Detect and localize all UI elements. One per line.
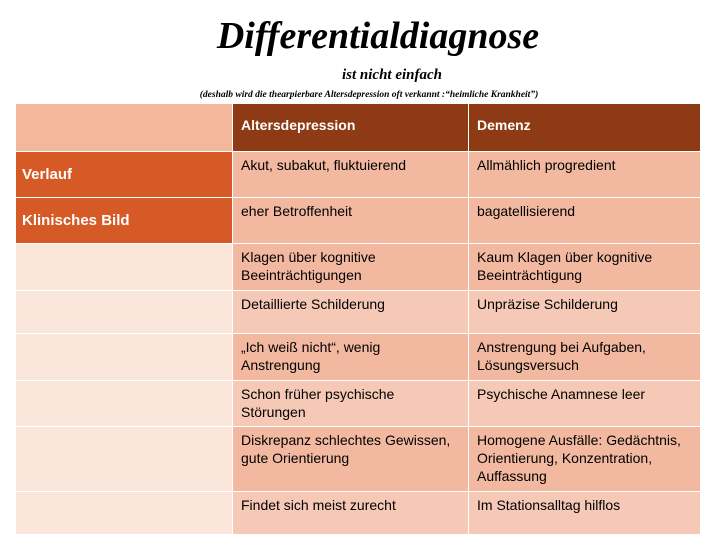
table-row (16, 381, 701, 427)
row-label (16, 334, 233, 381)
row-label (16, 381, 233, 427)
depression-cell: eher Betroffenheit (233, 198, 469, 244)
header-demenz: Demenz (469, 104, 701, 152)
table-row (16, 291, 701, 334)
depression-cell: Diskrepanz schlechtes Gewissen, gute Orientierung (233, 427, 469, 492)
depression-cell: Schon früher psychische Störungen (233, 381, 469, 427)
depression-cell: „Ich weiß nicht“, wenig Anstrengung (233, 334, 469, 381)
table-row (16, 334, 701, 381)
slide-note: (deshalb wird die thearpierbare Altersdepression oft verkannt :“heimliche Krankheit”) (199, 90, 539, 100)
header-altersdepression: Altersdepression (233, 104, 469, 152)
depression-cell: Akut, subakut, fluktuierend (233, 152, 469, 198)
table-row (16, 152, 701, 198)
demenz-cell: Homogene Ausfälle: Gedächtnis, Orientierung, Konzentration, Auffassung (469, 427, 701, 492)
row-label: Verlauf (16, 152, 233, 198)
table-row (16, 427, 701, 492)
demenz-cell: Anstrengung bei Aufgaben, Lösungsversuch (469, 334, 701, 381)
depression-cell: Findet sich meist zurecht (233, 492, 469, 535)
slide-subtitle: ist nicht einfach (341, 67, 442, 83)
demenz-cell: Allmählich progredient (469, 152, 701, 198)
demenz-cell: Unpräzise Schilderung (469, 291, 701, 334)
table-row (16, 492, 701, 535)
demenz-cell: Psychische Anamnese leer (469, 381, 701, 427)
row-label (16, 492, 233, 535)
row-label (16, 427, 233, 492)
depression-cell: Klagen über kognitive Beeinträchtigungen (233, 244, 469, 291)
comparison-table (15, 103, 701, 535)
table-row (16, 198, 701, 244)
header-empty-cell (16, 104, 233, 152)
slide-title: Differentialdiagnose (216, 15, 540, 57)
demenz-cell: Kaum Klagen über kognitive Beeinträchtigung (469, 244, 701, 291)
table-row (16, 244, 701, 291)
depression-cell: Detaillierte Schilderung (233, 291, 469, 334)
row-label (16, 291, 233, 334)
row-label: Klinisches Bild (16, 198, 233, 244)
demenz-cell: Im Stationsalltag hilflos (469, 492, 701, 535)
demenz-cell: bagatellisierend (469, 198, 701, 244)
row-label (16, 244, 233, 291)
table-header-row (16, 104, 701, 152)
